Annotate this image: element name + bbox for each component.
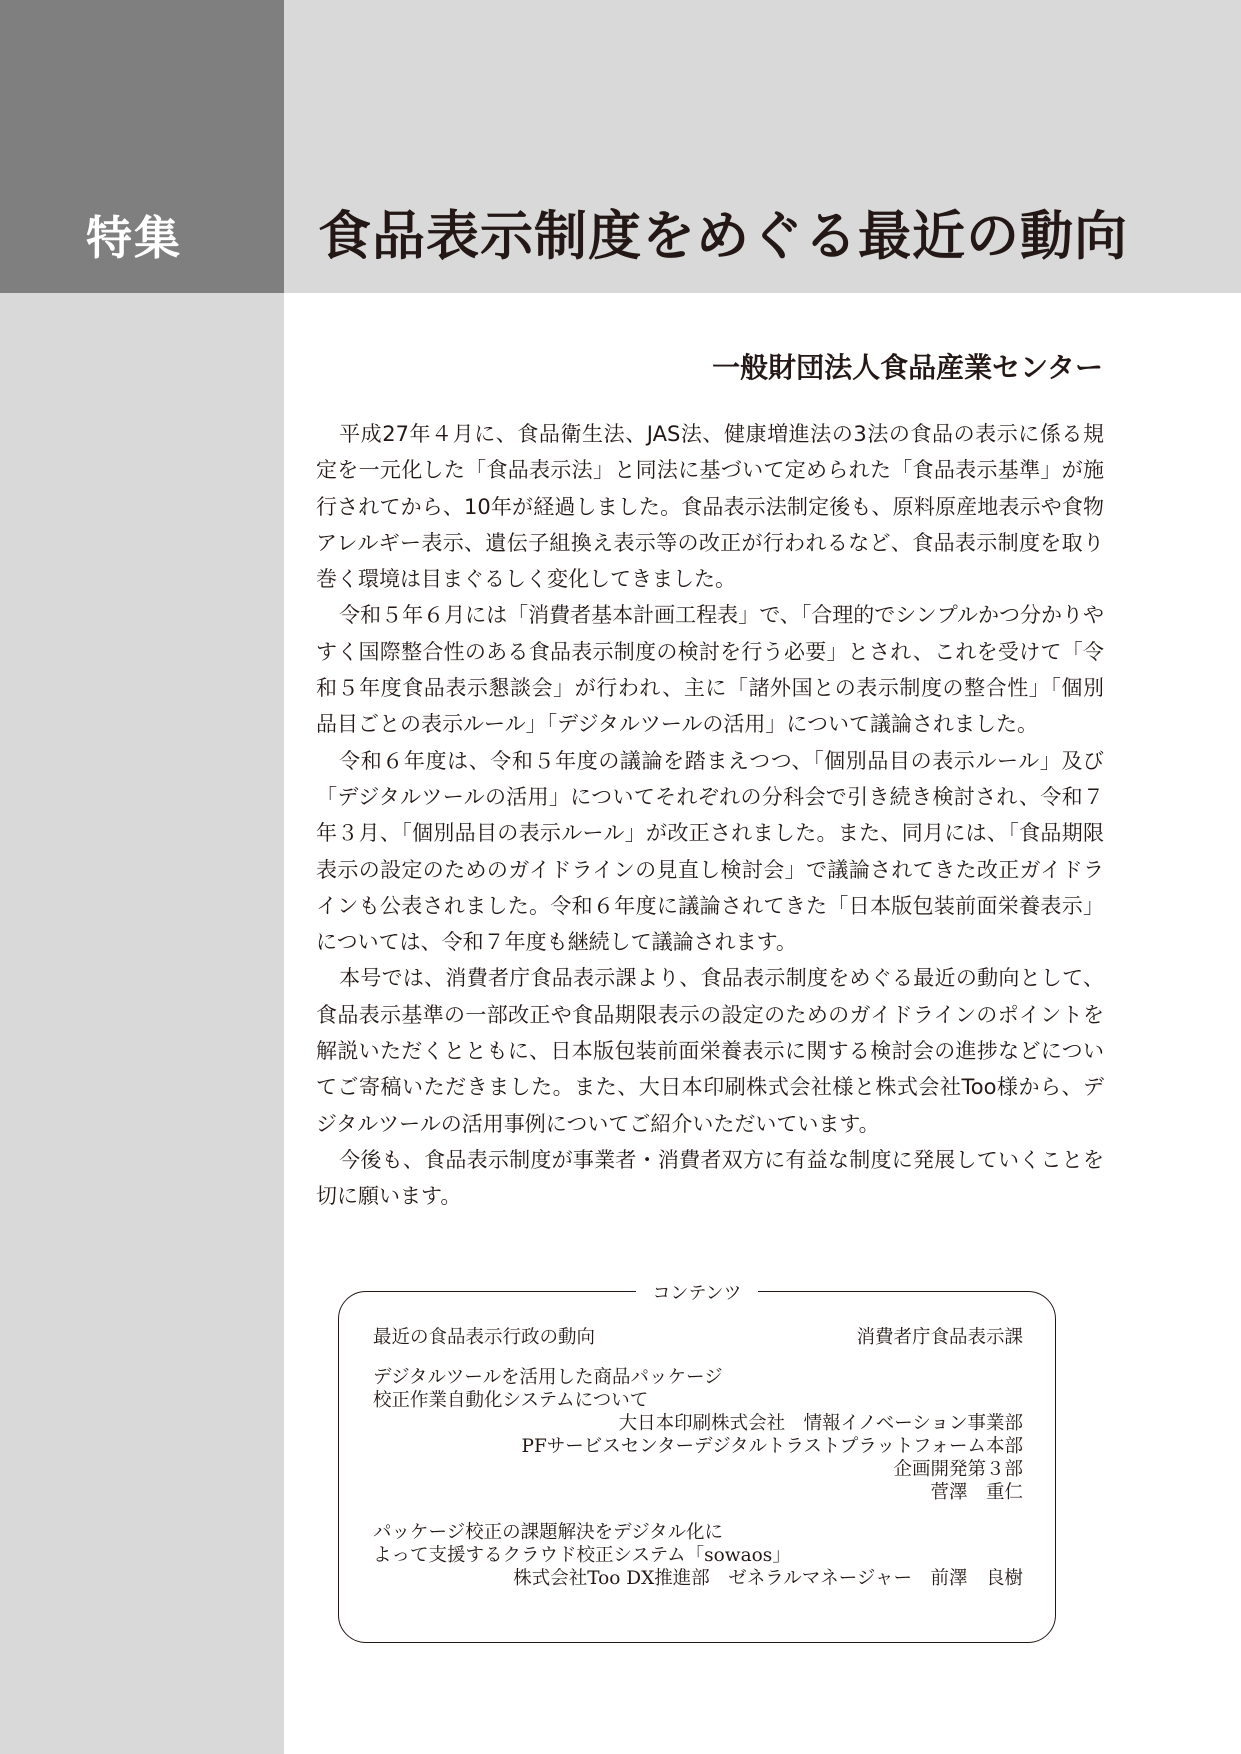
contents-item-title: 最近の食品表示行政の動向 (373, 1327, 596, 1348)
author-organization: 一般財団法人食品産業センター (712, 351, 1103, 384)
contents-list (373, 1326, 1023, 1590)
contents-item-author: 株式会社Too DX推進部 ゼネラルマネージャー 前澤 良樹 (513, 1568, 1023, 1589)
contents-item-author: 菅澤 重仁 (930, 1482, 1023, 1503)
section-label: 特集 (86, 211, 182, 265)
contents-item-title: デジタルツールを活用した商品パッケージ (373, 1367, 723, 1388)
contents-item-author: 消費者庁食品表示課 (856, 1327, 1023, 1348)
contents-heading (339, 1279, 1055, 1305)
contents-item-affiliation: PFサービスセンターデジタルトラストプラットフォーム本部 (521, 1436, 1023, 1457)
paragraph: 令和５年６月には「消費者基本計画工程表」で、「合理的でシンプルかつ分かりやすく国際整合性のある食品表示制度の検討を行う必要」とされ、これを受けて「令和５年度食品表示懇談会」が行われ、主に「諸外国との表示制度の整合性」「個別品目ごとの表示ルール」「デジタルツールの活用」について議論されました。 (316, 603, 1104, 737)
contents-item-affiliation: 企画開発第３部 (893, 1459, 1023, 1480)
paragraph: 令和６年度は、令和５年度の議論を踏まえつつ、「個別品目の表示ルール」及び「デジタルツールの活用」についてそれぞれの分科会で引き続き検討され、令和７年３月、「個別品目の表示ルール」が改正されました。また、同月には、「食品期限表示の設定のためのガイドラインの見直し検討会」で議論されてきた改正ガイドラインも公表されました。令和６年度に議論されてきた「日本版包装前面栄養表示」については、令和７年度も継続して議論されます。 (316, 748, 1104, 955)
paragraph: 本号では、消費者庁食品表示課より、食品表示制度をめぐる最近の動向として、食品表示基準の一部改正や食品期限表示の設定のためのガイドラインのポイントを解説いただくとともに、日本版包装前面栄養表示に関する検討会の進捗などについてご寄稿いただきました。また、大日本印刷株式会社様と株式会社Too様から、デジタルツールの活用事例についてご紹介いただいています。 (316, 966, 1104, 1136)
contents-item (373, 1521, 1023, 1590)
paragraph: 今後も、食品表示制度が事業者・消費者双方に有益な制度に発展していくことを切に願います。 (316, 1147, 1104, 1209)
contents-box (338, 1283, 1056, 1643)
paragraph: 平成27年４月に、食品衛生法、JAS法、健康増進法の3法の食品の表示に係る規定を一元化した「食品表示法」と同法に基づいて定められた「食品表示基準」が施行されてから、10年が経過しました。食品表示法制定後も、原料原産地表示や食物アレルギー表示、遺伝子組換え表示等の改正が行われるなど、食品表示制度を取り巻く環境は目まぐるしく変化してきました。 (316, 422, 1104, 592)
contents-item (373, 1366, 1023, 1504)
page-title: 食品表示制度をめぐる最近の動向 (318, 206, 1128, 267)
contents-item-title: 校正作業自動化システムについて (373, 1390, 649, 1411)
contents-label: コンテンツ (636, 1283, 757, 1304)
article-body (316, 416, 1104, 1215)
contents-item-title: パッケージ校正の課題解決をデジタル化に (373, 1522, 724, 1543)
contents-item-title: よって支援するクラウド校正システム「sowaos」 (373, 1545, 791, 1566)
section-label-box (0, 0, 284, 293)
contents-item (373, 1326, 1023, 1349)
contents-item-affiliation: 大日本印刷株式会社 情報イノベーション事業部 (618, 1413, 1023, 1434)
